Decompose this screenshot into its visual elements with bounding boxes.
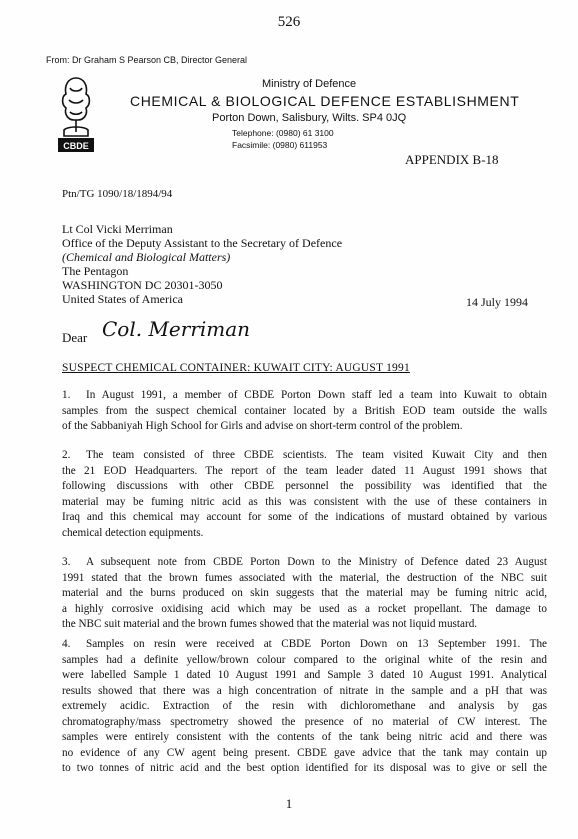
- subject-heading: SUSPECT CHEMICAL CONTAINER: KUWAIT CITY: AUGUST 1991: [62, 362, 410, 374]
- paragraph-line: 1. In August 1991, a member of CBDE Porton Down staff led a team into Kuwait to obtain: [62, 388, 547, 404]
- paragraph-line: samples had a definite yellow/brown colour compared to the original white of the resin and: [62, 653, 547, 666]
- paragraph-line: 1991 stated that the brown fumes associated with the material, the destruction of the NBC suit: [62, 571, 547, 584]
- paragraph-2: [62, 448, 547, 541]
- paragraph-line: were labelled Sample 1 dated 10 August 1991 and Sample 3 dated 10 August 1991. Analytical: [62, 669, 547, 681]
- recipient-line: WASHINGTON DC 20301-3050: [62, 278, 223, 292]
- recipient-line: (Chemical and Biological Matters): [62, 250, 231, 264]
- recipient-line: Office of the Deputy Assistant to the Secretary of Defence: [62, 236, 343, 250]
- crest-label: CBDE: [63, 141, 89, 151]
- paragraph-line: a highly corrosive oxidising acid which may be used as a rocket propellant. The damage to: [62, 602, 547, 615]
- recipient-line: United States of America: [62, 292, 183, 306]
- paragraph-line: results showed that there was a high concentration of nitrate in the sample and a pH that was: [62, 684, 547, 697]
- paragraph-1: [62, 388, 547, 435]
- paragraph-number: 4.: [62, 638, 71, 650]
- paragraph-line: material may be fuming nitric acid as this was consistent with the use of these containers in: [62, 495, 547, 508]
- paragraph-number: 3.: [62, 556, 71, 568]
- facsimile-number: Facsimile: (0980) 611953: [232, 140, 328, 150]
- paragraph-line: extremely acidic. Extraction of the resin with dichloromethane and analysis by gas: [62, 700, 547, 712]
- paragraph-line: chromatography/mass spectrometry showed the presence of no material of CW interest. The: [62, 715, 547, 728]
- recipient-line: The Pentagon: [62, 264, 129, 278]
- paragraph-line: chemical detection equipments.: [62, 526, 204, 539]
- appendix-label: APPENDIX B-18: [405, 152, 499, 167]
- establishment-address: Porton Down, Salisbury, Wilts. SP4 0JQ: [212, 112, 407, 124]
- paragraph-line: following discussions with other CBDE personnel the possibility was identified that the: [62, 480, 547, 492]
- paragraph-line: Iraq and this chemical may account for some of the indications of mustard obtained by various: [62, 511, 547, 523]
- paragraph-number: 2.: [62, 449, 71, 461]
- letter-date: 14 July 1994: [466, 295, 529, 309]
- crest-emblem-icon: [52, 74, 100, 156]
- paragraph-line: to two tonnes of nitric acid and the best option identified for its disposal was to give or sell the: [62, 762, 547, 774]
- paragraph-line: 4. Samples on resin were received at CBDE Porton Down on 13 September 1991. The: [62, 637, 547, 653]
- paragraph-line: the 21 EOD Headquarters. The report of the team leader dated 11 August 1991 shows that: [62, 464, 547, 477]
- paragraph-line: 2. The team consisted of three CBDE scientists. The team visited Kuwait City and then: [62, 448, 547, 464]
- from-line: From: Dr Graham S Pearson CB, Director General: [46, 55, 248, 65]
- salutation: Dear: [62, 330, 88, 345]
- footer-page-number: 1: [285, 796, 293, 811]
- establishment-name: CHEMICAL & BIOLOGICAL DEFENCE ESTABLISHMENT: [130, 93, 520, 109]
- paragraph-3: [62, 555, 547, 633]
- paragraph-line: 3. A subsequent note from CBDE Porton Down to the Ministry of Defence dated 23 August: [62, 555, 547, 571]
- paragraph-line: samples from the suspect chemical container located by a British EOD team outside the walls: [62, 404, 547, 417]
- handwritten-salutation: Col. Merriman: [102, 317, 251, 341]
- ministry-name: Ministry of Defence: [262, 78, 357, 90]
- paragraph-line: no evidence of any CW agent being present. CBDE gave advice that the tank may contain up: [62, 746, 547, 759]
- paragraph-number: 1.: [62, 389, 71, 401]
- paragraph-line: the NBC suit material and the brown fumes showed that the material was not liquid mustard.: [62, 618, 478, 630]
- paragraph-line: material and the burns produced on skin suggests that the material may be fuming nitric acid,: [62, 587, 547, 599]
- telephone-number: Telephone: (0980) 61 3100: [232, 128, 334, 138]
- paragraph-line: samples were entirely consistent with the contents of the tank being nitric acid and there was: [62, 731, 547, 743]
- paragraph-line: of the Sabbaniyah High School for Girls and advise on short-term control of the problem.: [62, 420, 463, 432]
- recipient-line: Lt Col Vicki Merriman: [62, 222, 173, 236]
- paragraph-4: [62, 637, 547, 777]
- reference-number: Ptn/TG 1090/18/1894/94: [62, 188, 173, 200]
- page-number: 526: [277, 14, 301, 30]
